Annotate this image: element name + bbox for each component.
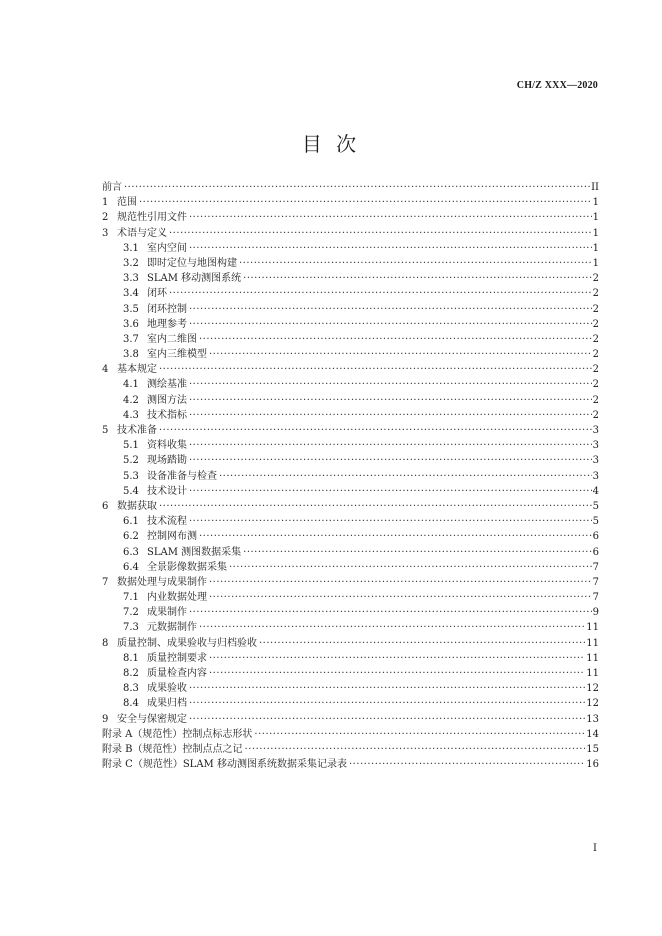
- toc-entry-number: 3.1: [123, 242, 139, 254]
- toc-entry[interactable]: [102, 620, 599, 635]
- toc-entry[interactable]: [102, 226, 599, 241]
- toc-entry[interactable]: [102, 195, 599, 210]
- toc-entry[interactable]: [102, 256, 599, 271]
- toc-entry-page: 1: [592, 227, 599, 239]
- toc-entry-page: 11: [586, 622, 599, 634]
- toc-entry-page: 9: [592, 607, 599, 619]
- toc-entry-page: 15: [586, 743, 599, 755]
- toc-entry-page: 12: [586, 683, 599, 695]
- toc-entry-label: 测绘基准: [147, 379, 187, 391]
- toc-entry-label: 成果制作: [147, 607, 187, 619]
- toc-entry[interactable]: [102, 302, 599, 317]
- toc-leader-dots: [199, 332, 592, 347]
- toc-entry[interactable]: [102, 681, 599, 696]
- toc-leader-dots: [189, 241, 592, 256]
- toc-leader-dots: [199, 529, 592, 544]
- toc-entry-number: 5.4: [123, 485, 139, 497]
- toc-entry-page: 11: [586, 637, 599, 649]
- toc-entry-label: 范围: [117, 197, 137, 209]
- toc-entry-label: 全景影像数据采集: [147, 561, 227, 573]
- toc-entry-page: 3: [592, 425, 599, 436]
- toc-entry-label: 室内空间: [147, 242, 187, 254]
- toc-entry-number: 7.1: [123, 592, 139, 604]
- toc-entry-label: 技术流程: [147, 516, 187, 528]
- toc-entry-number: 6.3: [123, 546, 139, 558]
- toc-entry-label: 术语与定义: [117, 227, 167, 239]
- toc-entry-label: SLAM 测图数据采集: [147, 546, 242, 558]
- toc-entry[interactable]: [102, 438, 599, 453]
- toc-entry-number: 6: [102, 500, 109, 512]
- toc-entry-label: 规范性引用文件: [117, 212, 187, 224]
- toc-entry[interactable]: [102, 271, 599, 286]
- toc-entry-number: 6.2: [123, 531, 139, 543]
- toc-entry-label: 质量控制要求: [147, 652, 207, 664]
- toc-entry-number: 4: [102, 364, 109, 376]
- toc-entry-page: 3: [592, 470, 599, 482]
- toc-entry-label: 前言: [102, 182, 122, 193]
- toc-leader-dots: [189, 681, 585, 696]
- toc-entry-label: 技术指标: [147, 409, 187, 421]
- toc-entry-page: 2: [592, 303, 599, 315]
- toc-leader-dots: [124, 180, 590, 195]
- toc-entry-label: 数据获取: [117, 500, 157, 512]
- toc-entry-page: 1: [592, 197, 599, 209]
- toc-entry-page: 2: [592, 288, 599, 300]
- toc-entry-number: 8.3: [123, 683, 139, 695]
- toc-entry[interactable]: [102, 575, 599, 590]
- toc-entry-label: 闭环控制: [147, 303, 187, 315]
- toc-entry[interactable]: [102, 362, 599, 377]
- toc-entry[interactable]: [102, 529, 599, 544]
- toc-leader-dots: [243, 545, 591, 560]
- toc-entry-page: 16: [586, 759, 599, 771]
- toc-entry-number: 7: [102, 576, 109, 588]
- toc-entry-page: 4: [592, 485, 599, 497]
- toc-entry-number: 8.4: [123, 698, 139, 710]
- toc-leader-dots: [199, 620, 585, 635]
- toc-entry-number: 3.7: [123, 333, 139, 345]
- toc-leader-dots: [209, 651, 585, 666]
- toc-entry[interactable]: [102, 666, 599, 681]
- toc-entry-label: 控制网布测: [147, 531, 197, 543]
- toc-entry-label: 元数据制作: [147, 622, 197, 634]
- toc-leader-dots: [254, 727, 585, 742]
- toc-entry[interactable]: [102, 560, 599, 575]
- toc-leader-dots: [209, 590, 592, 605]
- toc-entry-label: 测图方法: [147, 394, 187, 406]
- toc-leader-dots: [189, 438, 592, 453]
- toc-entry-number: 8.2: [123, 668, 139, 679]
- toc-entry-label: 内业数据处理: [147, 592, 207, 604]
- toc-entry-page: 11: [586, 668, 599, 679]
- toc-entry[interactable]: [102, 514, 599, 529]
- toc-entry[interactable]: [102, 377, 599, 392]
- toc-leader-dots: [139, 195, 592, 210]
- toc-entry-page: 2: [592, 273, 599, 285]
- toc-entry-number: 3.2: [123, 257, 139, 269]
- toc-entry-label: 室内二维图: [147, 333, 197, 345]
- toc-entry-page: 5: [592, 516, 599, 528]
- toc-entry-label: 设备准备与检查: [147, 470, 217, 482]
- toc-entry[interactable]: [102, 393, 599, 408]
- toc-entry-number: 7.2: [123, 607, 139, 619]
- toc-entry-page: 2: [592, 349, 599, 361]
- toc-entry[interactable]: [102, 332, 599, 347]
- toc-entry-label: 成果验收: [147, 683, 187, 695]
- toc-entry-number: 6.1: [123, 516, 139, 528]
- toc-entry-number: 2: [102, 212, 109, 224]
- toc-entry-page: II: [591, 182, 599, 193]
- toc-leader-dots: [169, 226, 592, 241]
- toc-entry-number: 1: [102, 197, 109, 209]
- toc-entry-page: 7: [592, 592, 599, 604]
- toc-entry-number: 3.8: [123, 349, 139, 361]
- toc-entry-label: 质量控制、成果验收与归档验收: [117, 637, 257, 649]
- toc-entry-number: 3.4: [123, 288, 139, 300]
- toc-entry-number: 8: [102, 637, 109, 649]
- toc-entry-number: 4.1: [123, 379, 139, 391]
- toc-entry[interactable]: [102, 712, 599, 727]
- toc-entry-label: 即时定位与地图构建: [147, 257, 237, 269]
- toc-entry[interactable]: [102, 210, 599, 225]
- toc-leader-dots: [349, 757, 585, 772]
- toc-entry-label: 闭环: [147, 288, 167, 300]
- toc-entry[interactable]: [102, 453, 599, 468]
- toc-entry-page: 3: [592, 440, 599, 452]
- table-of-contents: [102, 180, 599, 772]
- toc-entry-page: 14: [586, 728, 599, 740]
- toc-leader-dots: [189, 484, 592, 499]
- toc-entry-label: 安全与保密规定: [117, 713, 187, 725]
- toc-entry-label: 附录 A（规范性）控制点标志形状: [102, 728, 253, 740]
- toc-entry-number: 3: [102, 227, 109, 239]
- toc-entry-page: 2: [592, 394, 599, 406]
- toc-entry[interactable]: [102, 651, 599, 666]
- toc-entry-label: 基本规定: [117, 364, 157, 376]
- toc-entry-number: 4.3: [123, 409, 139, 421]
- toc-entry-page: 6: [592, 546, 599, 558]
- toc-entry-page: 2: [592, 318, 599, 330]
- toc-entry-label: 质量检查内容: [147, 668, 207, 679]
- toc-entry[interactable]: [102, 727, 599, 742]
- toc-entry-number: 5.2: [123, 455, 139, 467]
- toc-leader-dots: [159, 423, 592, 438]
- toc-leader-dots: [239, 256, 592, 271]
- toc-entry-label: 资料收集: [147, 440, 187, 452]
- toc-leader-dots: [189, 408, 592, 423]
- toc-entry-label: 技术设计: [147, 485, 187, 497]
- toc-entry-number: 5.1: [123, 440, 139, 452]
- toc-entry[interactable]: [102, 590, 599, 605]
- toc-entry[interactable]: [102, 408, 599, 423]
- toc-entry[interactable]: [102, 636, 599, 651]
- toc-leader-dots: [189, 605, 592, 620]
- toc-entry-label: 数据处理与成果制作: [117, 576, 207, 588]
- toc-entry-page: 1: [592, 257, 599, 269]
- toc-entry[interactable]: [102, 696, 599, 711]
- toc-leader-dots: [219, 469, 592, 484]
- toc-entry-label: SLAM 移动测图系统: [147, 273, 242, 285]
- toc-leader-dots: [189, 317, 592, 332]
- toc-entry-label: 室内三维模型: [147, 349, 207, 361]
- toc-entry-number: 8.1: [123, 652, 139, 664]
- toc-leader-dots: [189, 393, 592, 408]
- toc-leader-dots: [189, 210, 592, 225]
- toc-entry-page: 13: [586, 713, 599, 725]
- toc-leader-dots: [189, 514, 592, 529]
- toc-leader-dots: [209, 347, 592, 362]
- toc-leader-dots: [189, 453, 592, 468]
- toc-leader-dots: [189, 696, 585, 711]
- toc-entry-label: 成果归档: [147, 698, 187, 710]
- toc-entry[interactable]: [102, 469, 599, 484]
- toc-entry-label: 技术准备: [117, 425, 157, 436]
- toc-entry-page: 2: [592, 333, 599, 345]
- toc-entry-number: 7.3: [123, 622, 139, 634]
- toc-leader-dots: [259, 636, 585, 651]
- toc-entry-page: 11: [586, 652, 599, 664]
- toc-entry[interactable]: [102, 180, 599, 195]
- toc-leader-dots: [169, 286, 592, 301]
- toc-entry[interactable]: [102, 423, 599, 438]
- toc-entry-number: 3.5: [123, 303, 139, 315]
- toc-entry-page: 2: [592, 409, 599, 421]
- toc-entry[interactable]: [102, 545, 599, 560]
- toc-leader-dots: [189, 377, 592, 392]
- toc-leader-dots: [209, 575, 592, 590]
- toc-entry-page: 7: [592, 576, 599, 588]
- toc-leader-dots: [209, 666, 585, 681]
- toc-entry-number: 6.4: [123, 561, 139, 573]
- toc-leader-dots: [229, 560, 592, 575]
- toc-leader-dots: [245, 742, 586, 757]
- toc-entry[interactable]: [102, 317, 599, 332]
- toc-title: 目 次: [301, 132, 361, 156]
- toc-entry-number: 3.3: [123, 273, 139, 285]
- toc-entry[interactable]: [102, 241, 599, 256]
- toc-entry-page: 2: [592, 379, 599, 391]
- toc-entry-page: 1: [592, 242, 599, 254]
- toc-entry[interactable]: [102, 605, 599, 620]
- toc-leader-dots: [159, 362, 592, 377]
- toc-entry-number: 5: [102, 425, 109, 436]
- document-code: CH/Z XXX—2020: [516, 80, 598, 91]
- toc-entry-number: 5.3: [123, 470, 139, 482]
- toc-entry-label: 地理参考: [147, 318, 187, 330]
- toc-entry-number: 3.6: [123, 318, 139, 330]
- toc-entry-page: 1: [592, 212, 599, 224]
- page-number: I: [593, 843, 597, 854]
- toc-entry-number: 4.2: [123, 394, 139, 406]
- toc-entry-label: 现场踏勘: [147, 455, 187, 467]
- toc-entry[interactable]: [102, 742, 599, 757]
- toc-entry[interactable]: [102, 286, 599, 301]
- toc-entry[interactable]: [102, 347, 599, 362]
- toc-leader-dots: [243, 271, 591, 286]
- toc-entry-page: 5: [592, 500, 599, 512]
- toc-leader-dots: [189, 712, 585, 727]
- toc-entry-page: 6: [592, 531, 599, 543]
- toc-leader-dots: [189, 302, 592, 317]
- toc-entry-label: 附录 C（规范性）SLAM 移动测图系统数据采集记录表: [102, 759, 347, 771]
- toc-entry-number: 9: [102, 713, 109, 725]
- toc-entry-page: 3: [592, 455, 599, 467]
- toc-entry-page: 7: [592, 561, 599, 573]
- toc-entry-page: 2: [592, 364, 599, 376]
- toc-entry[interactable]: [102, 757, 599, 772]
- toc-entry[interactable]: [102, 499, 599, 514]
- toc-entry-page: 12: [586, 698, 599, 710]
- toc-leader-dots: [159, 499, 592, 514]
- toc-entry[interactable]: [102, 484, 599, 499]
- toc-entry-label: 附录 B（规范性）控制点点之记: [102, 743, 243, 755]
